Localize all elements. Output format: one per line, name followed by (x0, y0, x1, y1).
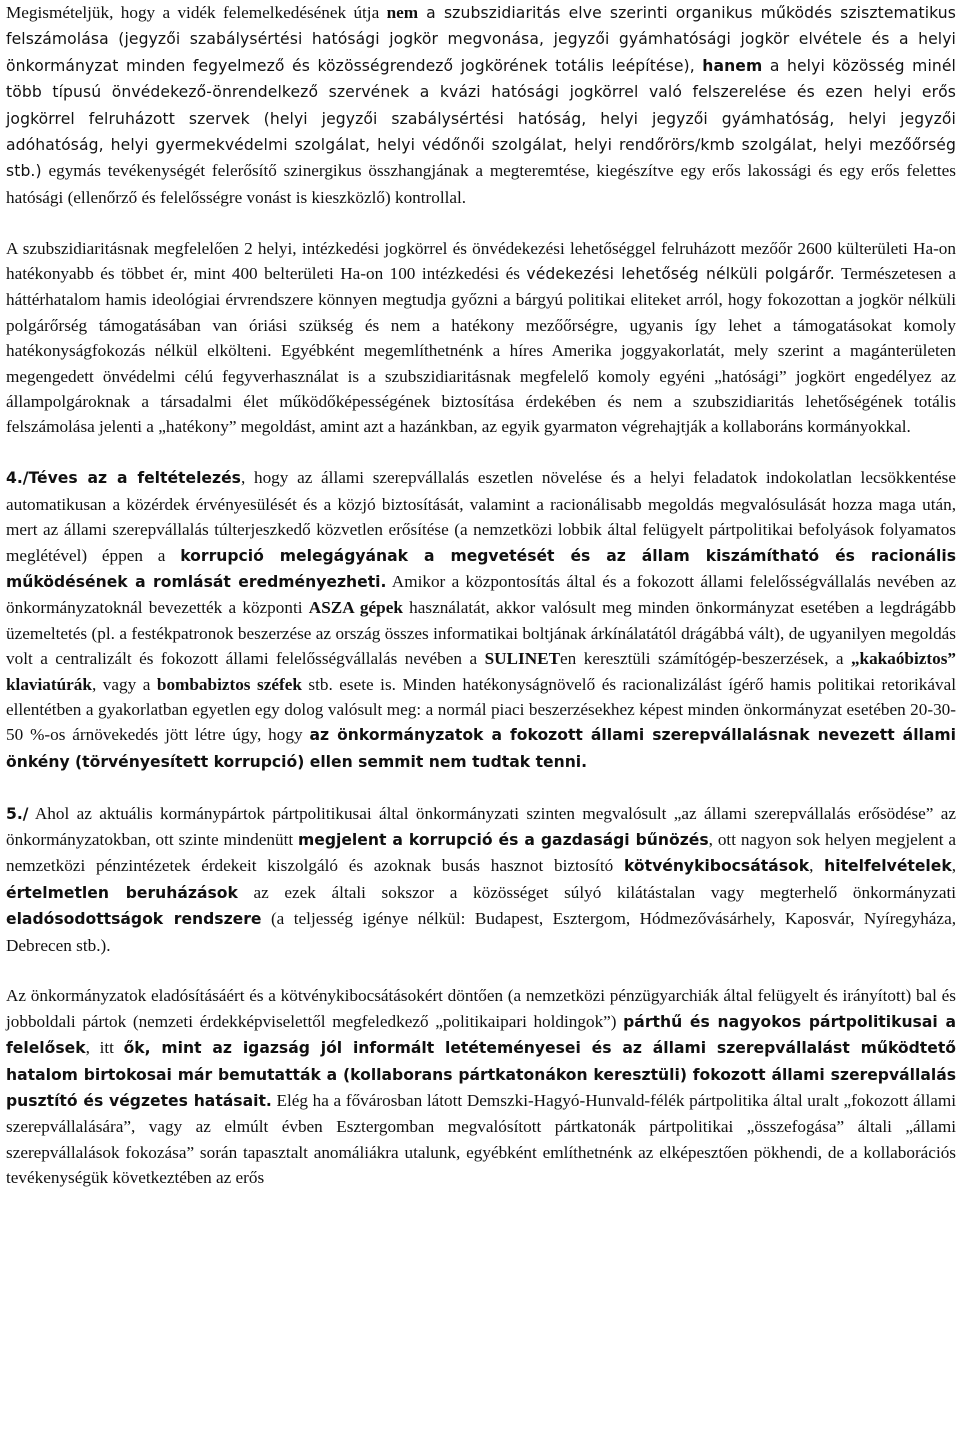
emphasis-hitelfelvetelek: hitelfelvételek (824, 857, 952, 876)
paragraph-text: en keresztüli számítógép-beszerzések, a (560, 649, 851, 669)
emphasis-korrupcio-bunozes: megjelent a korrupció és a gazdasági bűnözés (298, 830, 709, 849)
paragraph-text: , itt (85, 1038, 124, 1058)
paragraph-text: egymás tevékenységét felerősítő szinergikus összhangjának a megteremtése, kiegészítve egy erős lakossági és egy erős felettes hatósági (ellenőrző és felelősségre vonást is kieszközlő) kontrollal. (6, 161, 956, 207)
paragraph-text: A szubszidiaritásnak megfelelően 2 helyi, intézkedési jogkörrel és önvédekezési lehetőséggel felruházott mezőőr 2600 külterületi Ha-on hatékonyabb és többet ér, mint 400 belterületi Ha-on 100 intézkedési és (6, 238, 956, 284)
emphasis-onkormanyzatok: az önkormányzatok a fokozott állami szerepvállalásnak nevezett állami önkény (törvényesített korrupció) ellen semmit nem tudtak tenni. (6, 726, 956, 771)
emphasis-szefek: bombabiztos széfek (156, 674, 302, 694)
section-4-teves-feltetelezes (6, 465, 956, 775)
paragraph-eladositas (6, 983, 956, 1190)
section-5-korrupcio (6, 801, 956, 958)
emphasis-korrupcio: korrupció melegágyának a megvetését és az állam kiszámítható és racionális működésének a romlását eredményezheti. (6, 546, 956, 591)
emphasis-kotvenykibocsatasok: kötvénykibocsátások (623, 857, 810, 876)
paragraph-text: Ahol az aktuális kormánypártok pártpolitikusai által önkormányzati szinten megvalósult „az állami szerepvállalás erősödése” az önkormányzatokban, ott szinte mindenütt (6, 803, 956, 849)
paragraph-text: Amikor a központosítás által és a fokozott állami felelősségvállalás nevében az önkormányzatoknál bevezették a központi (6, 571, 956, 618)
paragraph-text: Elég ha a fővárosban látott Demszki-Hagyó-Hunvald-félék pártpolitika által uralt „fokozott állami szerepvállalására”, vagy az elmúlt évben Esztergomban megvalósított pártkatonák pártpolitikai „összefogása” általi „állami szerepvállalások fokozása” során tapasztalt anomáliákra utalunk, egyébként említhetnénk az elképesztően pökhendi, de a kollaborációs tevékenységük következtében az erős (6, 1091, 956, 1188)
emphasis-eladosodottsag: eladósodottságok rendszere (6, 910, 262, 929)
paragraph-text: védekezési lehetőség nélküli polgárőr. (526, 265, 835, 284)
paragraph-text: , (809, 856, 825, 876)
paragraph-text: , ott nagyon sok helyen megjelent a nemzetközi pénzintézetek érdekeit kiszolgáló és azoknak busás hasznot biztosító (6, 829, 956, 876)
paragraph-text: használatát, akkor valósult meg minden önkormányzat esetében a legdrágább üzemeltetés (pl. a festékpatronok beszerzése az ország összes informatikai boltjának árkínálatától drágábbá vált), de ugyanilyen megoldás volt a centralizált és fokozott állami felelősségvállalás nevében a (6, 598, 956, 669)
paragraph-text: stb. esete is. Minden hatékonyságnövelő és racionalizálást ígérő hamis politikai retorikával ellentétben a gyakorlatban egyetlen egy dolog valósult meg: a normál piaci beszerzésekhez képest minden önkormányzat esetében 20-30-50 %-os árnövekedés jött létre úgy, hogy (6, 674, 956, 745)
emphasis-parthu: párthű és nagyokos pártpolitikusai a felelősek (6, 1012, 956, 1058)
emphasis-hanem: hanem (702, 56, 763, 75)
emphasis-klaviaturak: „kakaóbiztos” klaviatúrák (6, 649, 956, 694)
emphasis-asza: ASZA gépek (308, 598, 403, 618)
section-5-heading: 5./ (6, 804, 29, 823)
emphasis-beruhazasok: értelmetlen beruházások (6, 883, 238, 902)
paragraph-text: a szubszidiaritás elve szerinti organikus működés szisztematikus felszámolása (jegyzői szabálysértési hatósági jogkör megvonása, jegyzői gyámhatósági jogkör elvétele és a helyi önkormányzat minden fegyelmező és közösségrendező jogkörének totális leépítése), (6, 4, 956, 75)
paragraph-text: , hogy az állami szerepvállalás eszetlen növelése és a helyi feladatok indokolatlan lecsökkentése automatikusan a közérdek érvényesülését és a közjó biztosítását, valamint a racionálisabb megoldás megvalósulását hozza maga után, mert az állami szerepvállalás túlterjeszkedő közvetlen erősítése (a nemzetközi lobbik által felügyelt pártpolitikai befolyások folyamatos meglétével) éppen a (6, 468, 956, 565)
paragraph-text: Az önkormányzatok eladósításáért és a kötvénykibocsátásokért döntően (a nemzetközi pénzügyarchiák által felügyelt és irányított) bal és jobboldali pártok (nemzeti érdekképviselettől megfeledkező „politikaipari holdingok”) (6, 986, 956, 1031)
paragraph-text: , (951, 856, 957, 876)
emphasis-nem: nem (386, 3, 419, 22)
paragraph-text: a helyi közösség minél több típusú önvédekező-önrendelkező szervének a kvázi hatósági jogkörrel való felszerelése és ezen helyi erős jogkörrel felruházott szervek (helyi jegyzői szabálysértési hatóság, helyi jegyzői gyámhatóság, helyi jegyzői adóhatóság, helyi gyermekvédelmi szolgálat, helyi védőnői szolgálat, helyi rendőrörs/kmb szolgálat, helyi mezőőrség stb.) (6, 56, 956, 181)
paragraph-text: Természetesen a háttérhatalom hamis ideológiai érvrendszere könnyen megtudja győzni a bárgyú politikai eliteket arról, hogy fokozottan a jogkör nélküli polgárőrség támogatásában van óriási szükség és nem a hatékony mezőőrségre, ugyanis így lehet a támogatásokat komoly hatékonyságfokozás nélkül elkölteni. Egyébként megemlíthetnénk a híres Amerika joggyakorlatát, mely szerint a magánterületen megengedett önvédelmi célú fegyverhasználat is a szubszidiaritásnak megfelelő komoly egyéni „hatósági” jogkört engedélyez az állampolgároknak a társadalmi élet működőképességének biztosítása érdekében és nem a szubszidiaritás lehetőségének totális felszámolása jelenti a „hatékony” megoldást, amint azt a hazánkban, az egyik gyarmaton végrehajtják a kollaboráns kormányokkal. (6, 264, 956, 437)
paragraph-text: , vagy a (91, 674, 157, 694)
section-4-heading: 4./Téves az a feltételezés (6, 469, 241, 488)
emphasis-letetemenyesei: ők, mint az igazság jól informált letéteményesei és az állami szerepvállalást működtető hatalom birtokosai már bemutatták a (kollaborans pártkatonákon keresztüli) fokozott állami szerepvállalás pusztító és végzetes hatásait. (6, 1039, 956, 1110)
paragraph-text: Megismételjük, hogy a vidék felemelkedésének útja (6, 3, 387, 22)
paragraph-text: az ezek általi sokszor a közösséget súlyó kilátástalan vagy megterhelő önkormányzati (237, 882, 956, 902)
paragraph-text: (a teljesség igénye nélkül: Budapest, Esztergom, Hódmezővásárhely, Kaposvár, Nyíregyháza, Debrecen stb.). (6, 909, 956, 955)
paragraph-szubszidiaritas (6, 236, 956, 440)
emphasis-sulinet: SULINET (484, 649, 561, 669)
paragraph-videk-felemelkedes (6, 0, 956, 210)
